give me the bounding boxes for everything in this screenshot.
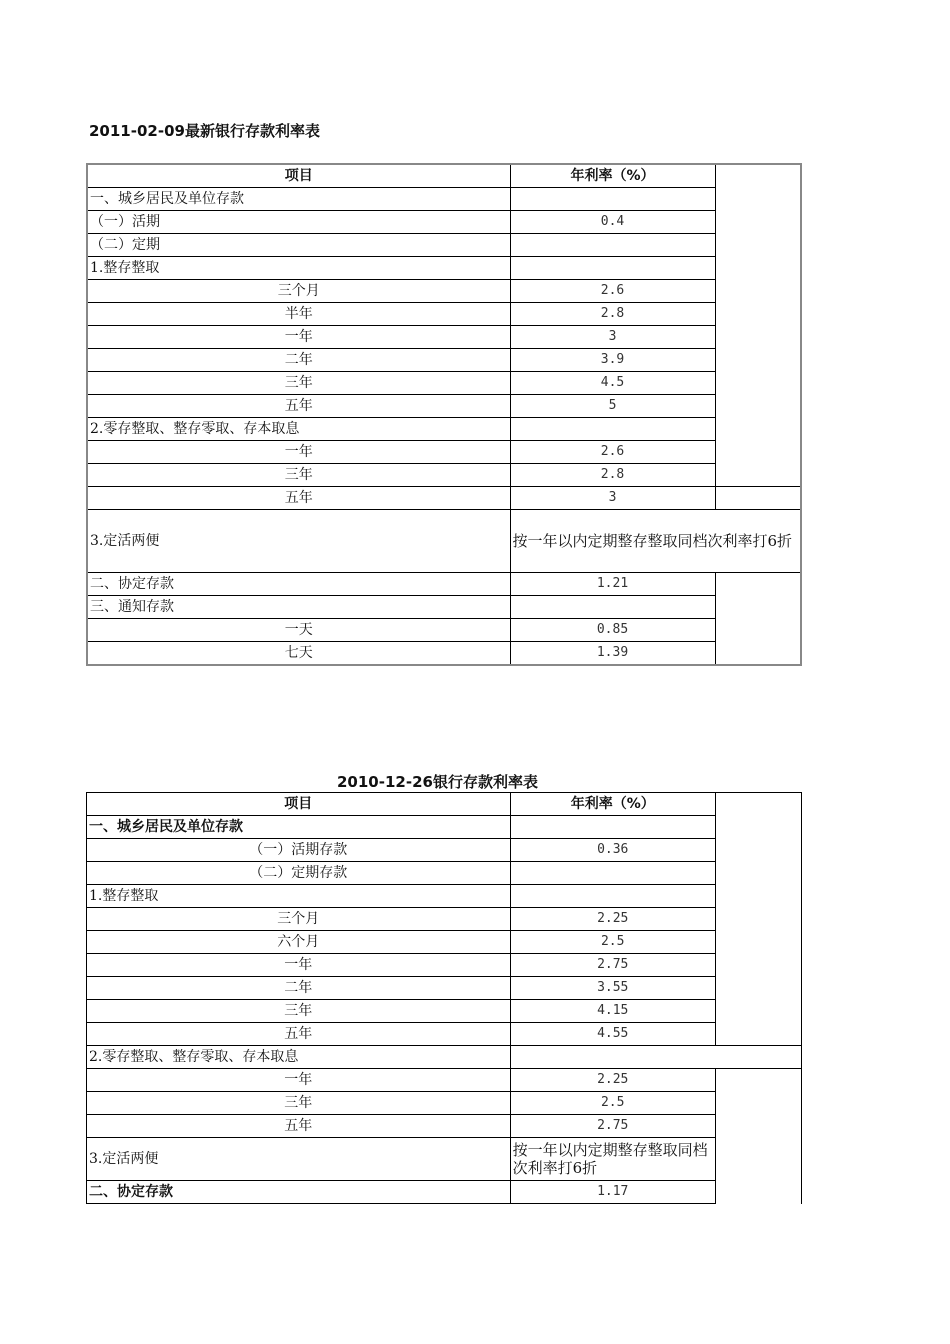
row-item: 三年 <box>87 464 510 487</box>
table-row <box>87 441 801 464</box>
table-row <box>87 510 801 573</box>
header-rate: 年利率（%） <box>510 164 715 188</box>
table-row <box>87 596 801 619</box>
table-row <box>87 303 801 326</box>
table-row <box>87 234 801 257</box>
row-rate: 4.5 <box>510 372 715 395</box>
row-item: 二、协定存款 <box>87 573 510 596</box>
row-item: 一、城乡居民及单位存款 <box>87 816 511 839</box>
row-rate: 2.25 <box>510 908 715 931</box>
row-rate: 4.15 <box>510 1000 715 1023</box>
row-rate <box>510 418 715 441</box>
row-rate <box>510 257 715 280</box>
table1-title: 2011-02-09最新银行存款利率表 <box>89 122 320 140</box>
row-rate <box>510 816 715 839</box>
row-rate: 5 <box>510 395 715 418</box>
row-item: 二年 <box>87 349 510 372</box>
row-rate: 3.9 <box>510 349 715 372</box>
table-row <box>87 418 801 441</box>
row-item: 3.定活两便 <box>87 510 510 573</box>
table-row <box>87 642 801 666</box>
row-rate: 2.5 <box>510 1092 715 1115</box>
row-rate: 4.55 <box>510 1023 715 1046</box>
table-row <box>87 862 802 885</box>
table-row <box>87 464 801 487</box>
table-row <box>87 908 802 931</box>
row-item: （一）活期 <box>87 211 510 234</box>
row-rate: 2.25 <box>510 1069 715 1092</box>
side-blank-cell <box>715 1069 801 1204</box>
row-item: 七天 <box>87 642 510 666</box>
row-item: 3.定活两便 <box>87 1138 511 1181</box>
row-item: 五年 <box>87 1115 511 1138</box>
side-blank-cell <box>715 164 801 487</box>
table-row <box>87 1115 802 1138</box>
table-row <box>87 395 801 418</box>
row-rate: 2.75 <box>510 954 715 977</box>
header-item: 项目 <box>87 793 511 816</box>
table-row <box>87 1138 802 1181</box>
table-row <box>87 1023 802 1046</box>
row-item: 一、城乡居民及单位存款 <box>87 188 510 211</box>
table-row <box>87 487 801 510</box>
row-item: 二、协定存款 <box>87 1181 511 1204</box>
table-row <box>87 816 802 839</box>
row-rate: 2.75 <box>510 1115 715 1138</box>
rate-table-2010 <box>86 792 802 1204</box>
row-item: （一）活期存款 <box>87 839 511 862</box>
row-item: 半年 <box>87 303 510 326</box>
row-item: 三年 <box>87 1000 511 1023</box>
row-item: 三、通知存款 <box>87 596 510 619</box>
row-rate: 2.6 <box>510 441 715 464</box>
table-row <box>87 211 801 234</box>
row-item: 三年 <box>87 372 510 395</box>
table-row <box>87 349 801 372</box>
header-item: 项目 <box>87 164 510 188</box>
table-row <box>87 372 801 395</box>
row-rate: 2.6 <box>510 280 715 303</box>
row-rate: 3 <box>510 487 715 510</box>
table2-title: 2010-12-26银行存款利率表 <box>337 773 538 791</box>
row-item: 五年 <box>87 1023 511 1046</box>
row-rate <box>510 1046 801 1069</box>
row-item: 二年 <box>87 977 511 1000</box>
row-rate-note: 按一年以内定期整存整取同档次利率打6折 <box>510 510 801 573</box>
side-blank-cell <box>715 793 801 1046</box>
row-item: 2.零存整取、整存零取、存本取息 <box>87 1046 511 1069</box>
table-row <box>87 931 802 954</box>
table-row <box>87 977 802 1000</box>
table-row <box>87 1069 802 1092</box>
table-row <box>87 188 801 211</box>
table-row <box>87 573 801 596</box>
row-item: 五年 <box>87 395 510 418</box>
row-rate: 2.8 <box>510 464 715 487</box>
row-rate: 1.21 <box>510 573 715 596</box>
table-row <box>87 1046 802 1069</box>
row-item: 1.整存整取 <box>87 885 511 908</box>
row-item: 三个月 <box>87 908 511 931</box>
row-item: 2.零存整取、整存零取、存本取息 <box>87 418 510 441</box>
row-item: 三个月 <box>87 280 510 303</box>
row-item: 一天 <box>87 619 510 642</box>
table-row <box>87 619 801 642</box>
rate-table-2011 <box>86 163 802 666</box>
row-rate: 0.4 <box>510 211 715 234</box>
row-rate: 2.5 <box>510 931 715 954</box>
table-row <box>87 280 801 303</box>
row-item: 一年 <box>87 441 510 464</box>
table-row <box>87 839 802 862</box>
table-row <box>87 326 801 349</box>
table-row <box>87 1000 802 1023</box>
row-item: 六个月 <box>87 931 511 954</box>
row-rate: 3 <box>510 326 715 349</box>
table-row <box>87 257 801 280</box>
row-rate <box>510 234 715 257</box>
row-item: 一年 <box>87 954 511 977</box>
side-blank-cell <box>715 573 801 666</box>
row-item: 五年 <box>87 487 510 510</box>
row-rate: 1.17 <box>510 1181 715 1204</box>
row-rate: 3.55 <box>510 977 715 1000</box>
table-row <box>87 954 802 977</box>
row-item: 三年 <box>87 1092 511 1115</box>
row-rate <box>510 188 715 211</box>
row-rate <box>510 862 715 885</box>
table-row <box>87 885 802 908</box>
row-rate-note: 按一年以内定期整存整取同档次利率打6折 <box>510 1138 715 1181</box>
row-rate: 0.85 <box>510 619 715 642</box>
row-rate: 1.39 <box>510 642 715 666</box>
row-rate <box>510 596 715 619</box>
row-item: （二）定期存款 <box>87 862 511 885</box>
table-header-row <box>87 164 801 188</box>
row-item: 一年 <box>87 1069 511 1092</box>
table-row <box>87 1092 802 1115</box>
row-item: 1.整存整取 <box>87 257 510 280</box>
row-item: 一年 <box>87 326 510 349</box>
row-item: （二）定期 <box>87 234 510 257</box>
row-rate: 2.8 <box>510 303 715 326</box>
header-rate: 年利率（%） <box>510 793 715 816</box>
row-rate: 0.36 <box>510 839 715 862</box>
table-header-row <box>87 793 802 816</box>
table-row <box>87 1181 802 1204</box>
row-rate <box>510 885 715 908</box>
